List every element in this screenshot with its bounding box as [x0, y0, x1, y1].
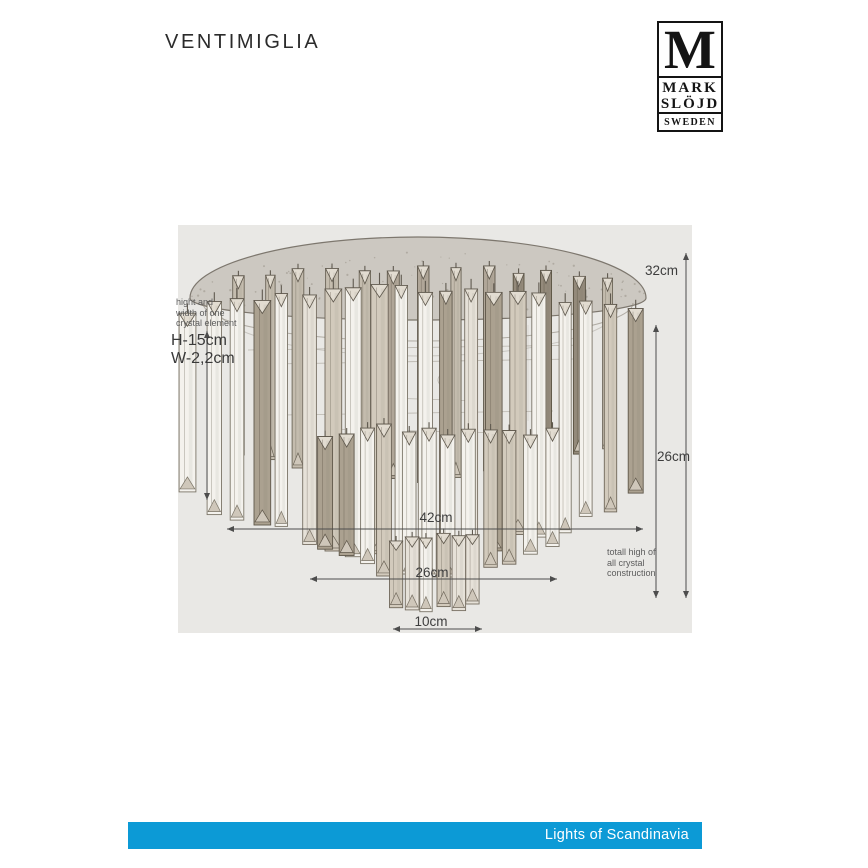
dim-label-crystals-height: 26cm: [657, 449, 691, 464]
brand-monogram: M: [664, 19, 716, 80]
brand-logo: [657, 21, 723, 132]
crystal-size-note-line1: hight and: [176, 297, 214, 307]
logo-divider-top: [659, 76, 721, 78]
footer-bar: [128, 822, 702, 849]
dim-label-bottom-diameter: 10cm: [414, 614, 448, 629]
dim-label-middle-diameter: 26cm: [415, 565, 449, 580]
dim-label-crystal-width: W-2,2cm: [171, 350, 235, 367]
total-height-note: [607, 547, 656, 579]
footer-brand-text: Lights of Scandinavia: [544, 827, 689, 843]
total-height-note-line1: totall high of: [607, 547, 656, 557]
crystal-size-note-line2: width of one: [176, 307, 225, 318]
brand-country: SWEDEN: [664, 117, 716, 128]
total-height-note-line3: construction: [607, 568, 656, 578]
dim-label-crystal-height: H-15cm: [171, 332, 228, 349]
total-height-note-line2: all crystal: [607, 557, 645, 568]
product-title: VENTIMIGLIA: [165, 31, 321, 53]
brand-word-slojd: SLÖJD: [660, 96, 720, 112]
crystal-size-note: [176, 297, 237, 329]
crystal-size-note-line3: crystal element: [176, 318, 237, 328]
brand-word-mark: MARK: [662, 80, 718, 96]
dim-label-outer-diameter: 42cm: [419, 510, 453, 525]
dim-label-total-height: 32cm: [645, 263, 679, 278]
